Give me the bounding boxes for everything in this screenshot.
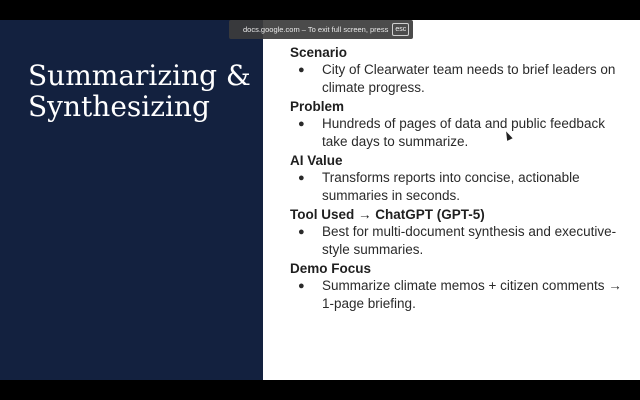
toast-text: docs.google.com – To exit full screen, press	[243, 25, 389, 34]
section-heading: AI Value	[290, 153, 343, 168]
fullscreen-exit-toast	[229, 20, 413, 39]
bullet-item	[290, 169, 640, 205]
bullet-dot-icon: ●	[298, 118, 305, 130]
section-scenario	[290, 44, 640, 97]
section-heading: Problem	[290, 99, 345, 114]
section-tool-used	[290, 206, 640, 259]
bullet-dot-icon: ●	[298, 64, 305, 76]
section-problem	[290, 98, 640, 151]
section-heading: Scenario	[290, 45, 348, 60]
bullet-dot-icon: ●	[298, 226, 305, 238]
section-heading: Tool Used → ChatGPT (GPT-5)	[290, 207, 485, 222]
bullet-item	[290, 277, 640, 313]
bullet-item	[290, 115, 640, 151]
slide	[0, 20, 640, 380]
bullet-item	[290, 61, 640, 97]
slide-title-panel	[0, 20, 263, 380]
bullet-dot-icon: ●	[298, 280, 305, 292]
bullet-text: Transforms reports into concise, actionable summaries in seconds.	[322, 170, 580, 203]
bullet-dot-icon: ●	[298, 172, 305, 184]
section-heading: Demo Focus	[290, 261, 372, 276]
bullet-text: Summarize climate memos + citizen comments → 1-page briefing.	[322, 278, 622, 311]
section-demo-focus	[290, 260, 640, 313]
bullet-text: Hundreds of pages of data and public feedback take days to summarize.	[322, 116, 605, 149]
slide-title: Summarizing & Synthesizing	[28, 59, 251, 123]
bullet-text: Best for multi-document synthesis and executive-style summaries.	[322, 224, 617, 257]
bullet-text: City of Clearwater team needs to brief leaders on climate progress.	[322, 62, 616, 95]
slide-content-panel	[263, 20, 640, 380]
section-ai-value	[290, 152, 640, 205]
esc-key-badge[interactable]: esc	[392, 23, 409, 36]
bullet-item	[290, 223, 640, 259]
